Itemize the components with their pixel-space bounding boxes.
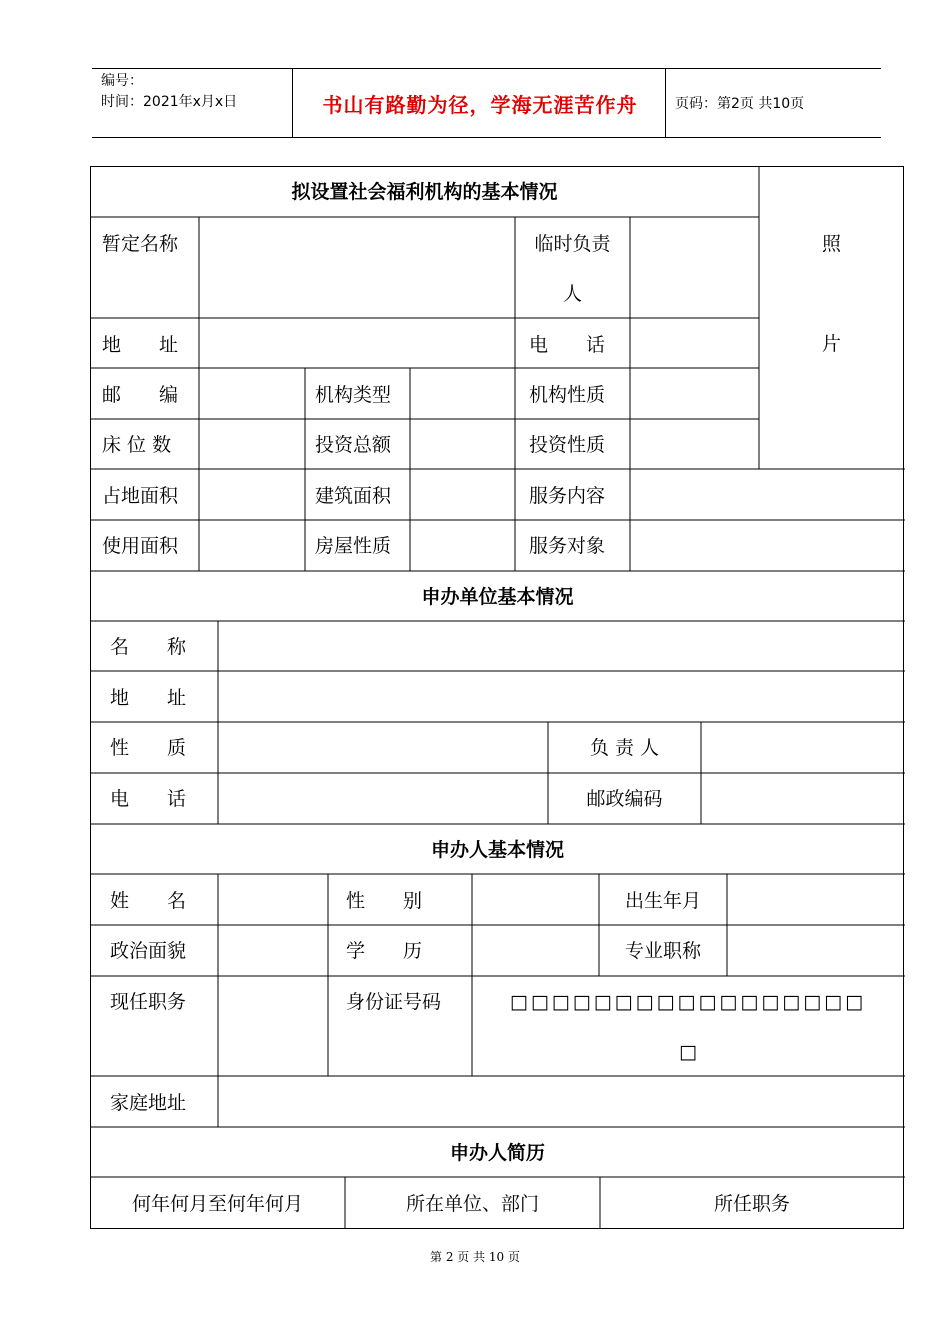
label-land-area: 占地面积 <box>102 485 179 507</box>
label-usable-area: 使用面积 <box>102 535 179 557</box>
label-temp-name: 暂定名称 <box>102 233 179 255</box>
label-position: 现任职务 <box>110 991 187 1013</box>
label-birth: 出生年月 <box>624 890 701 912</box>
label-service-content: 服务内容 <box>529 485 606 507</box>
header-divider <box>292 69 293 137</box>
label-org-phone: 电 话 <box>110 788 187 810</box>
resume-section-title: 申办人简历 <box>449 1142 545 1164</box>
label-facility-phone: 电 话 <box>529 334 606 356</box>
label-org-address: 地 址 <box>110 687 187 709</box>
label-home-address: 家庭地址 <box>110 1092 187 1114</box>
label-investment-nature: 投资性质 <box>529 434 606 456</box>
label-temp-leader: 临时负责 <box>534 233 611 255</box>
label-org-type: 机构类型 <box>315 384 392 406</box>
facility-section-title: 拟设置社会福利机构的基本情况 <box>291 181 558 203</box>
label-postcode: 邮 编 <box>102 384 179 406</box>
table-grid <box>90 166 905 1229</box>
label-building-area: 建筑面积 <box>315 485 392 507</box>
header-page-info: 页码：第2页 共10页 <box>675 96 805 112</box>
application-form-table <box>90 166 905 1229</box>
label-org-nature-2: 性 质 <box>110 737 187 759</box>
col-period: 何年何月至何年何月 <box>131 1193 303 1215</box>
label-photo: 照 <box>821 233 841 255</box>
col-unit: 所在单位、部门 <box>405 1193 539 1215</box>
label-id-number: 身份证号码 <box>346 991 442 1013</box>
label-house-nature: 房屋性质 <box>315 535 392 557</box>
label-service-target: 服务对象 <box>529 535 606 557</box>
label-gender: 性 别 <box>346 890 423 912</box>
label-temp-leader-cont: 人 <box>562 283 582 305</box>
label-political: 政治面貌 <box>110 940 187 962</box>
applicant-org-section-title: 申办单位基本情况 <box>421 586 574 608</box>
label-org-postcode: 邮政编码 <box>586 788 663 810</box>
header-motto: 书山有路勤为径，学海无涯苦作舟 <box>322 92 638 117</box>
page-footer: 第 2 页 共 10 页 <box>430 1250 520 1264</box>
label-total-investment: 投资总额 <box>315 434 392 456</box>
id-number-boxes-cont[interactable]: □ <box>679 1041 697 1063</box>
label-education: 学 历 <box>346 940 423 962</box>
label-org-nature: 机构性质 <box>529 384 606 406</box>
id-number-boxes[interactable]: □□□□□□□□□□□□□□□□□ <box>509 991 867 1013</box>
serial-label: 编号： <box>101 73 143 89</box>
header-meta <box>101 71 237 113</box>
label-org-leader: 负 责 人 <box>589 737 660 759</box>
label-facility-address: 地 址 <box>102 334 179 356</box>
col-position: 所任职务 <box>713 1193 790 1215</box>
time-label: 时间：2021年x月x日 <box>101 94 238 110</box>
label-title-rank: 专业职称 <box>624 940 701 962</box>
label-photo-cont: 片 <box>821 333 841 355</box>
applicant-section-title: 申办人基本情况 <box>430 839 564 861</box>
label-applicant-name: 姓 名 <box>110 890 187 912</box>
page-header <box>92 68 881 138</box>
label-org-name: 名 称 <box>110 636 187 658</box>
label-beds: 床 位 数 <box>102 434 172 456</box>
